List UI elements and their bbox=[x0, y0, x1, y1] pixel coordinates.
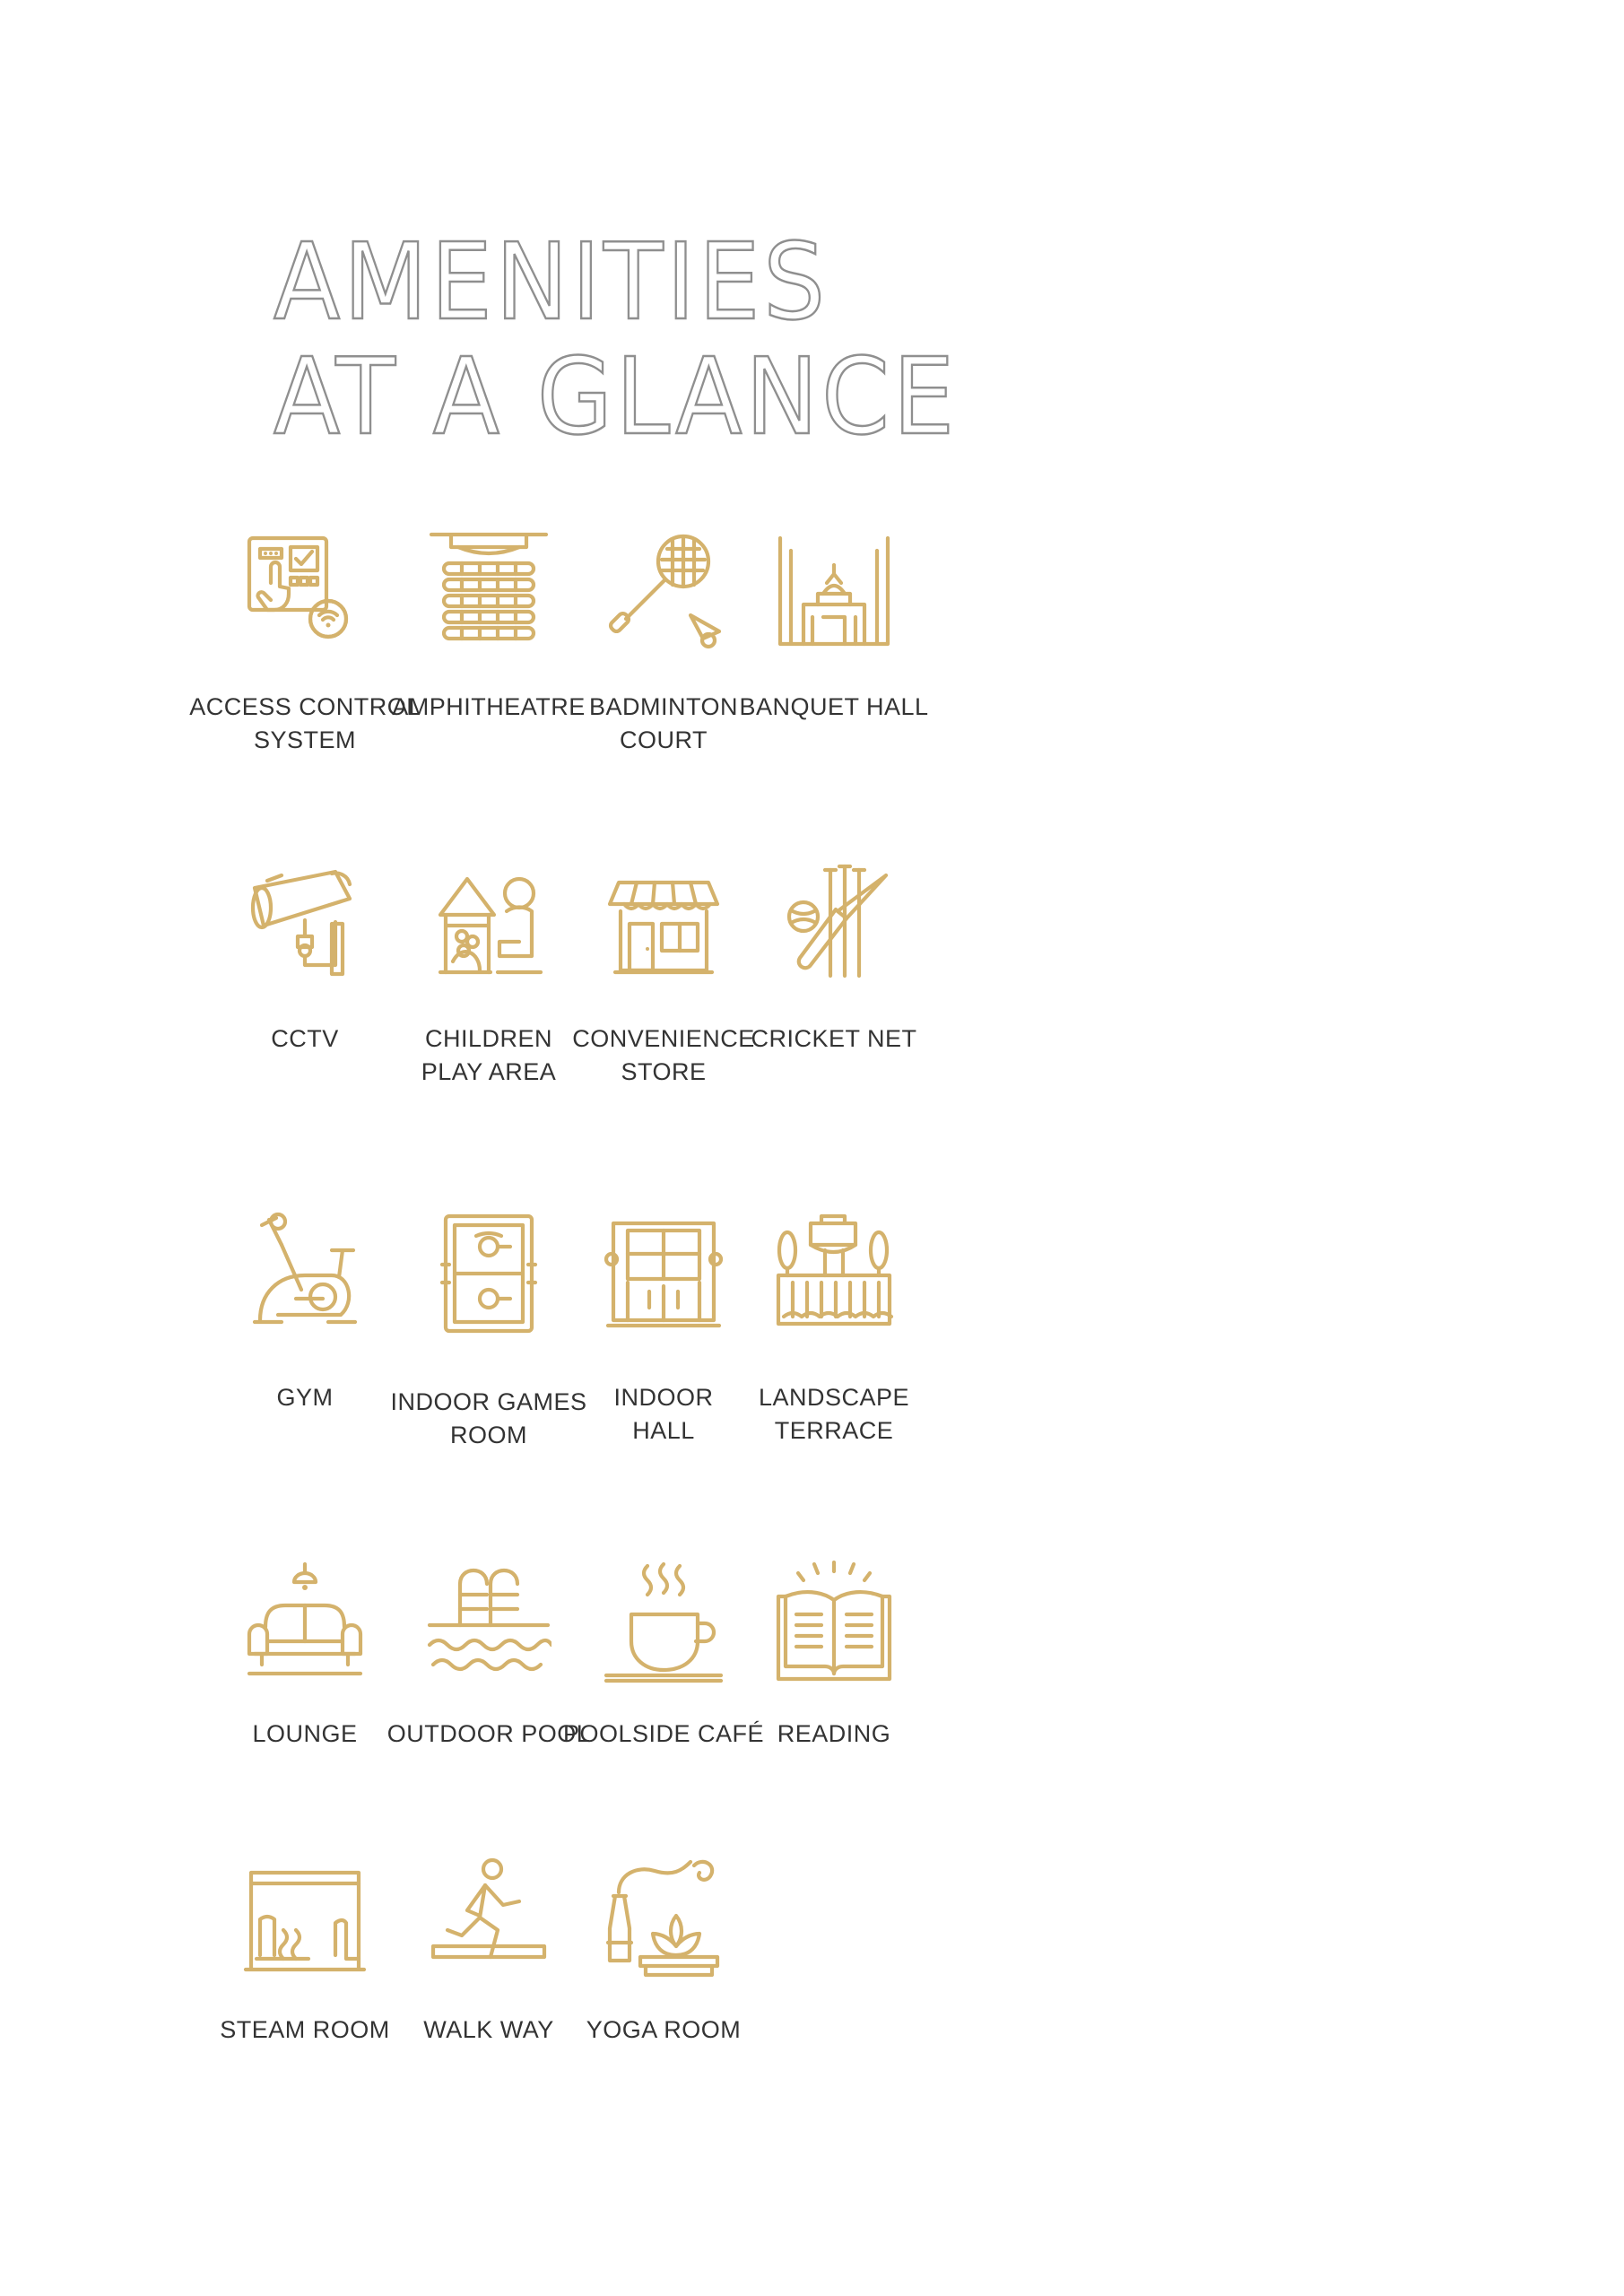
page-title bbox=[274, 220, 1017, 458]
amenity-label-line-1: INDOOR GAMES bbox=[390, 1388, 587, 1415]
store-icon bbox=[601, 861, 726, 987]
amenity-label-line-1: YOGA ROOM bbox=[586, 2016, 742, 2043]
access-control-icon bbox=[242, 529, 368, 655]
steam-room-icon bbox=[242, 1857, 368, 1982]
amenity-label-line-1: OUTDOOR POOL bbox=[386, 1720, 591, 1747]
amenity-label-line-1: CHILDREN bbox=[424, 1025, 553, 1052]
amenity-label-line-1: LANDSCAPE bbox=[758, 1384, 910, 1411]
amenity-label-line-1: POOLSIDE CAFÉ bbox=[562, 1720, 765, 1747]
amenity-label-line-1: INDOOR bbox=[613, 1384, 714, 1411]
amphitheatre-icon bbox=[426, 529, 551, 655]
amenity-label bbox=[682, 1718, 986, 1751]
amenity-label-line-1: ACCESS CONTROL bbox=[189, 693, 421, 720]
amenity-label-line-2: STORE bbox=[621, 1058, 707, 1085]
pool-ladder-icon bbox=[426, 1561, 551, 1686]
amenity-label bbox=[682, 1381, 986, 1448]
indoor-hall-icon bbox=[601, 1211, 726, 1336]
amenity-label-line-1: GYM bbox=[276, 1384, 334, 1411]
amenity-label-line-1: READING bbox=[777, 1720, 891, 1747]
amenity-label-line-1: WALK WAY bbox=[423, 2016, 554, 2043]
walking-person-icon bbox=[426, 1857, 551, 1982]
amenity-label bbox=[511, 2013, 816, 2047]
amenity-label-line-2: COURT bbox=[619, 726, 708, 753]
amenity-label-line-1: BADMINTON bbox=[588, 693, 738, 720]
amenity-label-line-2: ROOM bbox=[450, 1422, 527, 1448]
open-book-icon bbox=[771, 1561, 897, 1686]
amenity-label-line-1: CRICKET NET bbox=[751, 1025, 917, 1052]
children-play-icon bbox=[426, 861, 551, 987]
amenity-label-line-1: CCTV bbox=[271, 1025, 339, 1052]
cctv-icon bbox=[242, 861, 368, 987]
amenity-label-line-2: SYSTEM bbox=[253, 726, 357, 753]
banquet-hall-icon bbox=[771, 529, 897, 655]
amenity-label-line-1: LOUNGE bbox=[252, 1720, 358, 1747]
cricket-icon bbox=[771, 861, 897, 987]
exercise-bike-icon bbox=[242, 1211, 368, 1336]
amenity-label bbox=[682, 691, 986, 724]
amenity-label-line-2: PLAY AREA bbox=[421, 1058, 557, 1085]
terrace-icon bbox=[771, 1211, 897, 1336]
amenity-label-line-1: CONVENIENCE bbox=[572, 1025, 755, 1052]
amenity-label-line-1: STEAM ROOM bbox=[220, 2016, 390, 2043]
amenity-label-line-1: BANQUET HALL bbox=[739, 693, 929, 720]
title-line-2: AT A GLANCE bbox=[274, 335, 958, 458]
sofa-icon bbox=[242, 1561, 368, 1686]
amenity-label-line-1: AMPHITHEATRE bbox=[392, 693, 586, 720]
amenity-label bbox=[682, 1022, 986, 1056]
lotus-icon bbox=[601, 1857, 726, 1982]
coffee-cup-icon bbox=[601, 1561, 726, 1686]
amenity-label-line-2: TERRACE bbox=[774, 1417, 894, 1444]
title-line-1: AMENITIES bbox=[274, 220, 829, 344]
badminton-icon bbox=[601, 529, 726, 655]
air-hockey-icon bbox=[426, 1211, 551, 1336]
amenity-label-line-2: HALL bbox=[632, 1417, 695, 1444]
